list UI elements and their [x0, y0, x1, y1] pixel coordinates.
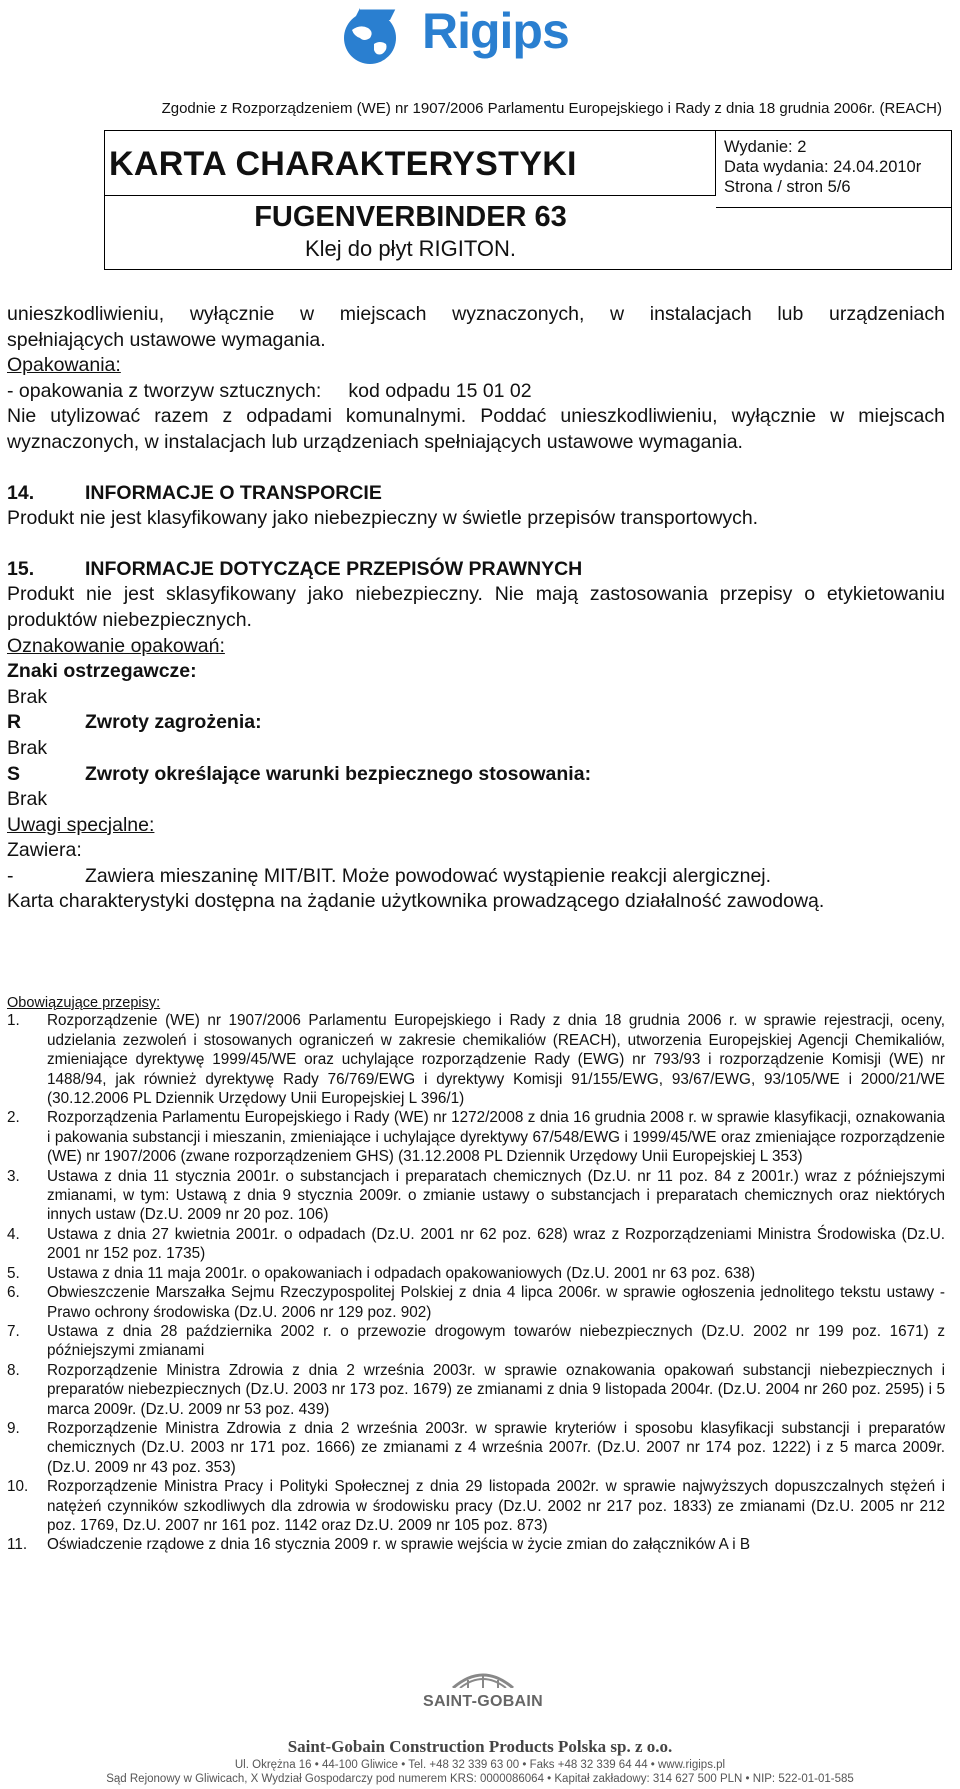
regulation-text: Oświadczenie rządowe z dnia 16 stycznia 2009 r. w sprawie wejścia w życie zmian do załączników A i B: [47, 1536, 751, 1554]
regulation-item: [7, 1167, 945, 1225]
contains-text: Zawiera mieszaninę MIT/BIT. Może powodować wystąpienie reakcji alergicznej.: [85, 864, 772, 887]
regulations-list: [7, 994, 945, 1555]
regulation-text: Obwieszczenie Marszałka Sejmu Rzeczypospolitej Polskiej z dnia 4 lipca 2006r. w sprawie ogłoszenia jednolitego tekstu ustawy - Prawo ochrony środowiska (Dz.U. 2006 nr 129 poz. 902): [47, 1284, 945, 1321]
availability-note: Karta charakterystyki dostępna na żądanie użytkownika prowadzącego działalność zawodową.: [7, 890, 825, 913]
product-description: Klej do płyt RIGITON.: [304, 236, 517, 261]
product-cell: [105, 199, 716, 263]
r-key: R: [7, 711, 22, 734]
regulation-text: Rozporządzenie Ministra Zdrowia z dnia 2 września 2003r. w sprawie oznakowania opakowań substancji niebezpiecznych i preparatów niebezpiecznych (Dz.U. 2003 nr 173 poz. 1679) ze zmianami z dnia 9 listopada 2004r. (Dz.U. 2004 nr 260 poz. 2595) i 5 marca 2009r. (Dz.U. 2009 nr 53 poz. 439): [47, 1361, 945, 1418]
title-cell: [105, 131, 716, 196]
regulation-text: Ustawa z dnia 28 października 2002 r. o przewozie drogowym towarów niebezpiecznych (Dz.U. 2002 nr 199 poz. 1671) z późniejszymi zmianami: [47, 1322, 945, 1360]
section-number: 14.: [7, 481, 35, 504]
paragraph: spełniających ustawowe wymagania.: [7, 328, 326, 351]
dash: -: [7, 864, 14, 887]
regulation-item: [7, 1225, 945, 1264]
regulation-item: [7, 1283, 945, 1322]
value-none: Brak: [7, 788, 48, 811]
document-header: [104, 130, 952, 270]
paragraph: Produkt nie jest sklasyfikowany jako niebezpieczny. Nie mają zastosowania przepisy o etykietowaniu produktów niebezpiecznych.: [7, 583, 945, 631]
warning-signs-label: Znaki ostrzegawcze:: [7, 660, 197, 683]
saint-gobain-text: SAINT-GOBAIN: [422, 1693, 544, 1710]
paragraph: Produkt nie jest klasyfikowany jako niebezpieczny w świetle przepisów transportowych.: [7, 507, 759, 530]
issue-date: Data wydania: 24.04.2010r: [724, 158, 922, 176]
section-title: INFORMACJE O TRANSPORCIE: [85, 481, 382, 504]
paragraph: unieszkodliwieniu, wyłącznie w miejscach wyznaczonych, w instalacjach lub urządzeniach: [7, 303, 945, 325]
regulation-text: Rozporządzenie Ministra Pracy i Polityki Społecznej z dnia 29 listopada 2002r. w sprawie najwyższych dopuszczalnych stężeń i natężeń czynników szkodliwych dla zdrowia w środowisku pracy (Dz.U. 2002 nr 217 poz. 1833) ze zmianami (Dz.U. 2005 nr 212 poz. 1769, Dz.U. 2007 nr 161 poz. 1142 oraz Dz.U. 2009 nr 105 poz. 873): [47, 1478, 945, 1534]
regulation-item: [7, 1108, 945, 1166]
page-number: Strona / stron 5/6: [724, 178, 851, 196]
regulation-number: 6.: [7, 1284, 20, 1302]
value-none: Brak: [7, 736, 48, 759]
regulation-number: 2.: [7, 1109, 20, 1127]
contains-label: Zawiera:: [7, 839, 82, 862]
contains-row: [7, 864, 945, 890]
company-name: Saint-Gobain Construction Products Polska sp. z o.o.: [287, 1737, 673, 1756]
regulation-text: Ustawa z dnia 27 kwietnia 2001r. o odpadach (Dz.U. 2001 nr 62 poz. 628) wraz z Rozporządzeniami Ministra Środowiska (Dz.U. 2001 nr 152 poz. 1735): [47, 1225, 945, 1263]
paragraph: Nie utylizować razem z odpadami komunalnymi. Poddać unieszkodliwieniu, wyłącznie w miejscach wyznaczonych, w instalacjach lub urządzeniach spełniających ustawowe wymagania.: [7, 405, 945, 453]
s-key: S: [7, 762, 21, 785]
globe-icon: [330, 4, 418, 66]
regulation-number: 3.: [7, 1167, 20, 1185]
regulation-item: [7, 1264, 945, 1283]
regulation-number: 11.: [7, 1536, 28, 1554]
s-phrases-row: [7, 762, 945, 788]
regulation-text: Ustawa z dnia 11 maja 2001r. o opakowaniach i odpadach opakowaniowych (Dz.U. 2001 nr 63 poz. 638): [47, 1264, 756, 1282]
rigips-logo: [330, 3, 569, 66]
section-title: INFORMACJE DOTYCZĄCE PRZEPISÓW PRAWNYCH: [85, 557, 583, 580]
regulation-number: 9.: [7, 1419, 20, 1437]
regulation-number: 7.: [7, 1322, 20, 1340]
packaging-line: - opakowania z tworzyw sztucznych: kod odpadu 15 01 02: [7, 379, 532, 402]
special-notes-heading: Uwagi specjalne:: [7, 813, 155, 836]
regulation-text: Rozporządzenie Ministra Zdrowia z dnia 2 września 2003r. w sprawie kryteriów i sposobu klasyfikacji substancji i preparatów chemicznych (Dz.U. 2003 nr 171 poz. 1666) ze zmianami z 4 września 2007r. (Dz.U. 2007 nr 174 poz. 1222) i z 5 marca 2009r. (Dz.U. 2009 nr 43 poz. 353): [47, 1419, 945, 1476]
document-title: KARTA CHARAKTERYSTYKI: [109, 145, 577, 183]
footer: [0, 1737, 960, 1785]
regulation-number: 10.: [7, 1478, 29, 1496]
regulation-text: Rozporządzenia Parlamentu Europejskiego i Rady (WE) nr 1272/2008 z dnia 16 grudnia 2008 r. w sprawie klasyfikacji, oznakowania i pakowania substancji i mieszanin, zmieniające i uchylające dyrektywy 67/548/EWG i 1999/45/WE oraz zmieniające rozporządzenie (WE) nr 1907/2006 (zwane rozporządzeniem GHS) (31.12.2008 PL Dziennik Urzędowy Unii Europejskiej L 353): [47, 1109, 945, 1166]
regulation-item: [7, 1535, 945, 1554]
saint-gobain-logo: [413, 1668, 553, 1711]
regulations-heading: Obowiązujące przepisy:: [7, 995, 161, 1011]
main-content: [7, 302, 945, 915]
logo-text: Rigips: [422, 3, 569, 59]
regulations-items: [7, 1011, 945, 1554]
product-name: FUGENVERBINDER 63: [254, 201, 567, 233]
company-registration: Sąd Rejonowy w Gliwicach, X Wydział Gospodarczy pod numerem KRS: 0000086064 • Kapitał zakładowy: 314 627 500 PLN • NIP: 522-01-01-585: [106, 1773, 854, 1785]
labelling-heading: Oznakowanie opakowań:: [7, 634, 225, 657]
regulation-number: 1.: [7, 1012, 20, 1030]
regulation-item: [7, 1419, 945, 1477]
r-label: Zwroty zagrożenia:: [85, 711, 262, 734]
section-14-heading: [7, 481, 945, 507]
value-none: Brak: [7, 685, 48, 708]
packaging-heading: Opakowania:: [7, 354, 121, 377]
regulation-number: 4.: [7, 1225, 20, 1243]
regulation-text: Rozporządzenie (WE) nr 1907/2006 Parlamentu Europejskiego i Rady z dnia 18 grudnia 2006 r. w sprawie rejestracji, oceny, udzielania zezwoleń i stosowanych ograniczeń w zakresie chemikaliów (REACH), utworzenia Europejskiej Agencji Chemikaliów, zmieniające dyrektywę 1999/45/WE oraz uchylające rozporządzenie Rady (EWG) nr 793/93 i rozporządzenie Komisji (WE) nr 1488/94, jak również dyrektywę Rady 76/769/EWG i dyrektywy Komisji 91/155/EWG, 93/67/EWG, 93/105/WE i 2000/21/WE (30.12.2006 PL Dziennik Urzędowy Unii Europejskiej L 396/1): [47, 1012, 945, 1108]
r-phrases-row: [7, 710, 945, 736]
company-address: Ul. Okrężna 16 • 44-100 Gliwice • Tel. +48 32 339 63 00 • Faks +48 32 339 64 44 • www.rigips.pl: [234, 1759, 726, 1771]
regulation-number: 5.: [7, 1264, 20, 1282]
regulation-number: 8.: [7, 1361, 20, 1379]
edition-cell: [716, 131, 951, 208]
edition: Wydanie: 2: [724, 138, 807, 156]
regulation-item: [7, 1011, 945, 1108]
regulation-text: Ustawa z dnia 11 stycznia 2001r. o substancjach i preparatach chemicznych (Dz.U. nr 11 poz. 84 z 2001r.) wraz z późniejszymi zmianami, w tym: Ustawą z dnia 9 stycznia 2009r. o zmianie ustawy o substancjach i preparatach chemicznych oraz niektórych innych ustaw (Dz.U. 2009 nr 20 poz. 106): [47, 1167, 945, 1224]
regulation-line: Zgodnie z Rozporządzeniem (WE) nr 1907/2006 Parlamentu Europejskiego i Rady z dnia 18 grudnia 2006r. (REACH): [161, 100, 942, 117]
regulation-item: [7, 1477, 945, 1535]
section-15-heading: [7, 557, 945, 583]
regulation-item: [7, 1322, 945, 1361]
section-number: 15.: [7, 557, 35, 580]
s-label: Zwroty określające warunki bezpiecznego stosowania:: [85, 762, 592, 785]
arch-icon: [448, 1668, 518, 1688]
regulation-item: [7, 1361, 945, 1419]
